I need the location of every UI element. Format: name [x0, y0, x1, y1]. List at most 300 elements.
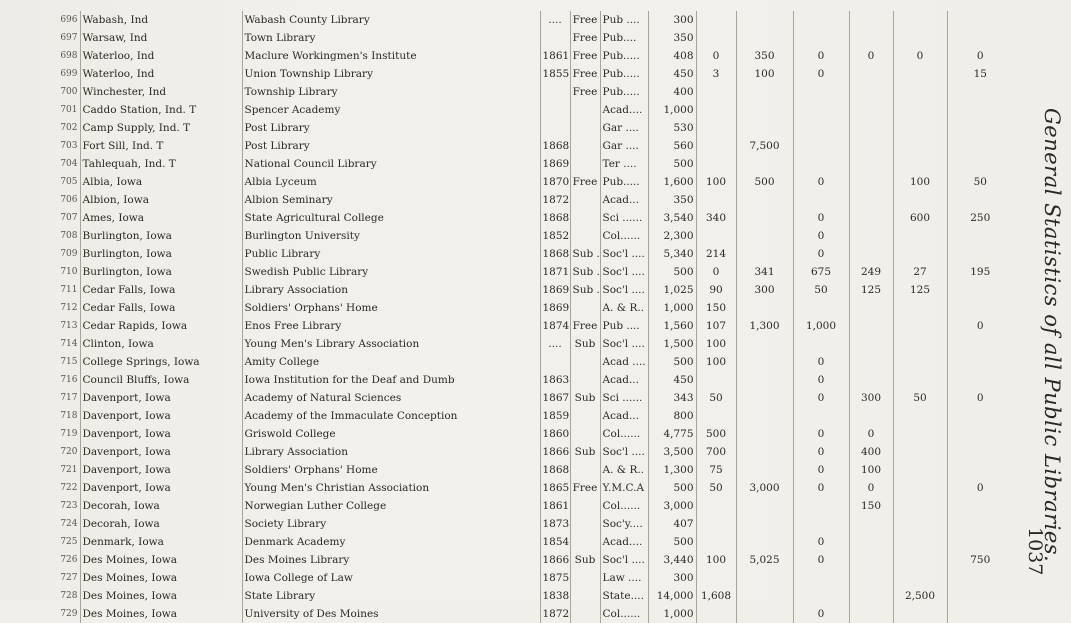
pamphlets-cell: [736, 443, 793, 461]
expended-books-cell: [893, 191, 947, 209]
expended-salaries-cell: [947, 155, 1013, 173]
expended-salaries-cell: [947, 425, 1013, 443]
row-number-cell: 706: [60, 195, 78, 205]
free-or-sub-cell: [570, 119, 600, 137]
table-row: [22, 11, 1013, 29]
fund-cell: 0: [793, 173, 849, 191]
fund-cell: 0: [793, 425, 849, 443]
free-or-sub-cell: [570, 605, 600, 623]
year-founded-cell: 1868: [540, 245, 570, 263]
table-row: [22, 407, 1013, 425]
library-name-cell: Norwegian Luther College: [242, 497, 540, 515]
table-row: [22, 263, 1013, 281]
yearly-increase-cell: [696, 155, 736, 173]
expended-books-cell: [893, 353, 947, 371]
yearly-income-cell: [849, 65, 893, 83]
table-row: [22, 515, 1013, 533]
year-founded-cell: 1859: [540, 407, 570, 425]
place-cell: Waterloo, Ind: [80, 65, 242, 83]
year-founded-cell: 1838: [540, 587, 570, 605]
year-founded-cell: 1872: [540, 191, 570, 209]
table-row: [22, 83, 1013, 101]
table-row: [22, 461, 1013, 479]
pamphlets-cell: [736, 587, 793, 605]
table-row: [22, 119, 1013, 137]
library-name-cell: Town Library: [242, 29, 540, 47]
expended-salaries-cell: [947, 281, 1013, 299]
library-class-cell: Gar ....: [600, 119, 648, 137]
table-row: [22, 245, 1013, 263]
yearly-increase-cell: [696, 515, 736, 533]
library-class-cell: Acad ....: [600, 353, 648, 371]
yearly-income-cell: [849, 605, 893, 623]
row-number-cell: 696: [60, 15, 78, 25]
year-founded-cell: 1873: [540, 515, 570, 533]
library-class-cell: Pub ....: [600, 11, 648, 29]
row-number-cell: 716: [60, 375, 78, 385]
expended-books-cell: [893, 443, 947, 461]
library-class-cell: Soc'l ....: [600, 443, 648, 461]
free-or-sub-cell: [570, 227, 600, 245]
pamphlets-cell: [736, 425, 793, 443]
library-name-cell: National Council Library: [242, 155, 540, 173]
yearly-increase-cell: 50: [696, 479, 736, 497]
row-number-cell: 705: [60, 177, 78, 187]
place-cell: Albia, Iowa: [80, 173, 242, 191]
yearly-increase-cell: [696, 569, 736, 587]
expended-salaries-cell: [947, 11, 1013, 29]
free-or-sub-cell: Sub: [570, 335, 600, 353]
library-name-cell: Soldiers' Orphans' Home: [242, 461, 540, 479]
volumes-cell: 530: [648, 119, 696, 137]
year-founded-cell: 1868: [540, 137, 570, 155]
volumes-cell: 1,300: [648, 461, 696, 479]
library-name-cell: Albion Seminary: [242, 191, 540, 209]
yearly-increase-cell: 500: [696, 425, 736, 443]
library-class-cell: Soc'l ....: [600, 245, 648, 263]
fund-cell: [793, 155, 849, 173]
library-class-cell: Acad...: [600, 407, 648, 425]
library-class-cell: Col......: [600, 227, 648, 245]
volumes-cell: 500: [648, 479, 696, 497]
library-class-cell: Law ....: [600, 569, 648, 587]
year-founded-cell: 1869: [540, 155, 570, 173]
library-name-cell: Denmark Academy: [242, 533, 540, 551]
row-number-cell: 718: [60, 411, 78, 421]
pamphlets-cell: [736, 605, 793, 623]
free-or-sub-cell: [570, 515, 600, 533]
yearly-income-cell: [849, 11, 893, 29]
fund-cell: [793, 29, 849, 47]
library-name-cell: Soldiers' Orphans' Home: [242, 299, 540, 317]
yearly-increase-cell: [696, 605, 736, 623]
yearly-increase-cell: 214: [696, 245, 736, 263]
pamphlets-cell: 350: [736, 47, 793, 65]
library-class-cell: A. & R..: [600, 299, 648, 317]
library-class-cell: Pub.....: [600, 47, 648, 65]
expended-books-cell: [893, 551, 947, 569]
fund-cell: 50: [793, 281, 849, 299]
free-or-sub-cell: Sub .: [570, 281, 600, 299]
pamphlets-cell: 7,500: [736, 137, 793, 155]
yearly-income-cell: 300: [849, 389, 893, 407]
yearly-increase-cell: 3: [696, 65, 736, 83]
free-or-sub-cell: [570, 209, 600, 227]
expended-salaries-cell: 750: [947, 551, 1013, 569]
year-founded-cell: ....: [540, 11, 570, 29]
place-cell: Ames, Iowa: [80, 209, 242, 227]
volumes-cell: 2,300: [648, 227, 696, 245]
yearly-income-cell: [849, 515, 893, 533]
fund-cell: [793, 137, 849, 155]
fund-cell: 0: [793, 227, 849, 245]
expended-salaries-cell: 250: [947, 209, 1013, 227]
expended-books-cell: [893, 317, 947, 335]
volumes-cell: 500: [648, 263, 696, 281]
year-founded-cell: 1868: [540, 461, 570, 479]
volumes-cell: 800: [648, 407, 696, 425]
yearly-income-cell: [849, 317, 893, 335]
free-or-sub-cell: Sub: [570, 389, 600, 407]
fund-cell: [793, 11, 849, 29]
year-founded-cell: 1871: [540, 263, 570, 281]
expended-salaries-cell: [947, 533, 1013, 551]
year-founded-cell: [540, 119, 570, 137]
row-number-cell: 728: [60, 591, 78, 601]
pamphlets-cell: 100: [736, 65, 793, 83]
yearly-income-cell: 0: [849, 479, 893, 497]
year-founded-cell: [540, 29, 570, 47]
page-number: 1037: [1024, 527, 1046, 576]
table-row: [22, 335, 1013, 353]
row-number-cell: 729: [60, 609, 78, 619]
expended-books-cell: 0: [893, 47, 947, 65]
row-number-cell: 710: [60, 267, 78, 277]
year-founded-cell: 1870: [540, 173, 570, 191]
pamphlets-cell: [736, 245, 793, 263]
yearly-increase-cell: 700: [696, 443, 736, 461]
yearly-income-cell: 0: [849, 47, 893, 65]
free-or-sub-cell: [570, 407, 600, 425]
place-cell: Caddo Station, Ind. T: [80, 101, 242, 119]
library-class-cell: Soc'l ....: [600, 551, 648, 569]
volumes-cell: 500: [648, 353, 696, 371]
library-name-cell: Union Township Library: [242, 65, 540, 83]
volumes-cell: 1,500: [648, 335, 696, 353]
year-founded-cell: 1874: [540, 317, 570, 335]
year-founded-cell: [540, 101, 570, 119]
expended-salaries-cell: [947, 587, 1013, 605]
place-cell: Decorah, Iowa: [80, 515, 242, 533]
year-founded-cell: 1875: [540, 569, 570, 587]
yearly-income-cell: [849, 587, 893, 605]
fund-cell: 0: [793, 461, 849, 479]
expended-salaries-cell: [947, 83, 1013, 101]
year-founded-cell: ....: [540, 335, 570, 353]
volumes-cell: 1,000: [648, 605, 696, 623]
expended-books-cell: 2,500: [893, 587, 947, 605]
expended-books-cell: [893, 407, 947, 425]
expended-salaries-cell: [947, 497, 1013, 515]
pamphlets-cell: [736, 299, 793, 317]
free-or-sub-cell: [570, 155, 600, 173]
volumes-cell: 1,600: [648, 173, 696, 191]
expended-salaries-cell: [947, 353, 1013, 371]
expended-salaries-cell: [947, 299, 1013, 317]
pamphlets-cell: 5,025: [736, 551, 793, 569]
place-cell: Davenport, Iowa: [80, 389, 242, 407]
volumes-cell: 3,540: [648, 209, 696, 227]
expended-salaries-cell: 50: [947, 173, 1013, 191]
free-or-sub-cell: Free: [570, 65, 600, 83]
volumes-cell: 407: [648, 515, 696, 533]
place-cell: Davenport, Iowa: [80, 407, 242, 425]
expended-books-cell: [893, 425, 947, 443]
expended-salaries-cell: [947, 407, 1013, 425]
yearly-increase-cell: 100: [696, 335, 736, 353]
table-row: [22, 587, 1013, 605]
row-number-cell: 712: [60, 303, 78, 313]
fund-cell: [793, 569, 849, 587]
year-founded-cell: 1869: [540, 281, 570, 299]
expended-books-cell: [893, 83, 947, 101]
fund-cell: [793, 101, 849, 119]
fund-cell: 0: [793, 65, 849, 83]
library-class-cell: Acad...: [600, 371, 648, 389]
table-row: [22, 317, 1013, 335]
expended-books-cell: [893, 569, 947, 587]
yearly-income-cell: [849, 353, 893, 371]
row-number-cell: 714: [60, 339, 78, 349]
library-name-cell: Young Men's Library Association: [242, 335, 540, 353]
library-name-cell: Wabash County Library: [242, 11, 540, 29]
table-row: [22, 299, 1013, 317]
pamphlets-cell: [736, 461, 793, 479]
place-cell: Clinton, Iowa: [80, 335, 242, 353]
pamphlets-cell: [736, 101, 793, 119]
pamphlets-cell: 341: [736, 263, 793, 281]
place-cell: Albion, Iowa: [80, 191, 242, 209]
expended-books-cell: [893, 137, 947, 155]
yearly-increase-cell: 75: [696, 461, 736, 479]
yearly-increase-cell: 0: [696, 47, 736, 65]
library-name-cell: Academy of the Immaculate Conception: [242, 407, 540, 425]
row-number-cell: 702: [60, 123, 78, 133]
free-or-sub-cell: Sub: [570, 551, 600, 569]
place-cell: Burlington, Iowa: [80, 245, 242, 263]
place-cell: Burlington, Iowa: [80, 263, 242, 281]
volumes-cell: 300: [648, 11, 696, 29]
pamphlets-cell: [736, 11, 793, 29]
yearly-increase-cell: 0: [696, 263, 736, 281]
fund-cell: [793, 119, 849, 137]
yearly-income-cell: 0: [849, 425, 893, 443]
expended-salaries-cell: [947, 101, 1013, 119]
yearly-increase-cell: 100: [696, 173, 736, 191]
library-class-cell: Col......: [600, 605, 648, 623]
place-cell: Des Moines, Iowa: [80, 551, 242, 569]
row-number-cell: 709: [60, 249, 78, 259]
place-cell: Davenport, Iowa: [80, 425, 242, 443]
free-or-sub-cell: [570, 425, 600, 443]
year-founded-cell: 1854: [540, 533, 570, 551]
fund-cell: 0: [793, 245, 849, 263]
place-cell: Davenport, Iowa: [80, 461, 242, 479]
yearly-increase-cell: 150: [696, 299, 736, 317]
yearly-increase-cell: 50: [696, 389, 736, 407]
place-cell: Waterloo, Ind: [80, 47, 242, 65]
row-number-cell: 715: [60, 357, 78, 367]
yearly-income-cell: [849, 569, 893, 587]
expended-salaries-cell: [947, 569, 1013, 587]
pamphlets-cell: [736, 371, 793, 389]
expended-books-cell: [893, 29, 947, 47]
volumes-cell: 500: [648, 533, 696, 551]
volumes-cell: 300: [648, 569, 696, 587]
yearly-income-cell: [849, 29, 893, 47]
library-name-cell: Post Library: [242, 119, 540, 137]
yearly-income-cell: [849, 209, 893, 227]
fund-cell: 0: [793, 209, 849, 227]
free-or-sub-cell: Sub .: [570, 245, 600, 263]
volumes-cell: 3,440: [648, 551, 696, 569]
place-cell: Winchester, Ind: [80, 83, 242, 101]
library-statistics-table: [22, 11, 1013, 623]
place-cell: Warsaw, Ind: [80, 29, 242, 47]
expended-salaries-cell: [947, 335, 1013, 353]
library-name-cell: Iowa College of Law: [242, 569, 540, 587]
pamphlets-cell: [736, 497, 793, 515]
place-cell: Cedar Falls, Iowa: [80, 281, 242, 299]
free-or-sub-cell: Free: [570, 317, 600, 335]
fund-cell: [793, 299, 849, 317]
library-class-cell: Soc'l ....: [600, 263, 648, 281]
yearly-income-cell: [849, 227, 893, 245]
yearly-income-cell: [849, 245, 893, 263]
expended-salaries-cell: [947, 245, 1013, 263]
row-number-cell: 726: [60, 555, 78, 565]
expended-books-cell: [893, 119, 947, 137]
table-row: [22, 443, 1013, 461]
place-cell: Denmark, Iowa: [80, 533, 242, 551]
library-name-cell: Township Library: [242, 83, 540, 101]
table-row: [22, 209, 1013, 227]
yearly-increase-cell: 340: [696, 209, 736, 227]
pamphlets-cell: [736, 29, 793, 47]
library-class-cell: Col......: [600, 497, 648, 515]
fund-cell: 0: [793, 371, 849, 389]
expended-salaries-cell: 0: [947, 317, 1013, 335]
row-number-cell: 724: [60, 519, 78, 529]
row-number-cell: 721: [60, 465, 78, 475]
expended-books-cell: 125: [893, 281, 947, 299]
free-or-sub-cell: Sub .: [570, 263, 600, 281]
library-name-cell: Amity College: [242, 353, 540, 371]
expended-salaries-cell: [947, 371, 1013, 389]
volumes-cell: 408: [648, 47, 696, 65]
fund-cell: 1,000: [793, 317, 849, 335]
free-or-sub-cell: [570, 569, 600, 587]
library-name-cell: State Library: [242, 587, 540, 605]
volumes-cell: 450: [648, 371, 696, 389]
expended-salaries-cell: [947, 461, 1013, 479]
expended-books-cell: [893, 245, 947, 263]
library-class-cell: Pub.....: [600, 83, 648, 101]
table-row: [22, 497, 1013, 515]
row-number-cell: 723: [60, 501, 78, 511]
running-title: General Statistics of all Public Libraries.: [1040, 108, 1064, 563]
table-row: [22, 569, 1013, 587]
pamphlets-cell: [736, 335, 793, 353]
row-number-cell: 707: [60, 213, 78, 223]
library-name-cell: Iowa Institution for the Deaf and Dumb: [242, 371, 540, 389]
yearly-increase-cell: [696, 29, 736, 47]
place-cell: Burlington, Iowa: [80, 227, 242, 245]
pamphlets-cell: 1,300: [736, 317, 793, 335]
table-row: [22, 191, 1013, 209]
yearly-income-cell: 100: [849, 461, 893, 479]
yearly-increase-cell: [696, 191, 736, 209]
fund-cell: [793, 335, 849, 353]
expended-books-cell: [893, 533, 947, 551]
pamphlets-cell: [736, 389, 793, 407]
place-cell: Des Moines, Iowa: [80, 605, 242, 623]
year-founded-cell: 1860: [540, 425, 570, 443]
volumes-cell: 14,000: [648, 587, 696, 605]
yearly-income-cell: [849, 83, 893, 101]
pamphlets-cell: 300: [736, 281, 793, 299]
row-number-cell: 719: [60, 429, 78, 439]
row-number-cell: 720: [60, 447, 78, 457]
library-class-cell: Acad....: [600, 533, 648, 551]
row-number-cell: 725: [60, 537, 78, 547]
row-number-cell: 708: [60, 231, 78, 241]
table-row: [22, 155, 1013, 173]
free-or-sub-cell: Free: [570, 479, 600, 497]
free-or-sub-cell: [570, 587, 600, 605]
place-cell: Decorah, Iowa: [80, 497, 242, 515]
library-name-cell: Library Association: [242, 443, 540, 461]
expended-books-cell: 100: [893, 173, 947, 191]
row-number-cell: 700: [60, 87, 78, 97]
yearly-income-cell: 125: [849, 281, 893, 299]
pamphlets-cell: [736, 407, 793, 425]
yearly-increase-cell: [696, 11, 736, 29]
place-cell: Council Bluffs, Iowa: [80, 371, 242, 389]
expended-books-cell: [893, 155, 947, 173]
library-class-cell: Acad....: [600, 101, 648, 119]
place-cell: Des Moines, Iowa: [80, 569, 242, 587]
yearly-increase-cell: [696, 371, 736, 389]
library-name-cell: Des Moines Library: [242, 551, 540, 569]
library-name-cell: Academy of Natural Sciences: [242, 389, 540, 407]
library-name-cell: Albia Lyceum: [242, 173, 540, 191]
year-founded-cell: 1867: [540, 389, 570, 407]
free-or-sub-cell: Free: [570, 11, 600, 29]
volumes-cell: 4,775: [648, 425, 696, 443]
fund-cell: 0: [793, 353, 849, 371]
library-name-cell: Griswold College: [242, 425, 540, 443]
library-name-cell: University of Des Moines: [242, 605, 540, 623]
volumes-cell: 3,500: [648, 443, 696, 461]
fund-cell: [793, 497, 849, 515]
year-founded-cell: [540, 353, 570, 371]
expended-salaries-cell: [947, 227, 1013, 245]
place-cell: Cedar Falls, Iowa: [80, 299, 242, 317]
free-or-sub-cell: [570, 497, 600, 515]
volumes-cell: 1,000: [648, 101, 696, 119]
place-cell: Wabash, Ind: [80, 11, 242, 29]
